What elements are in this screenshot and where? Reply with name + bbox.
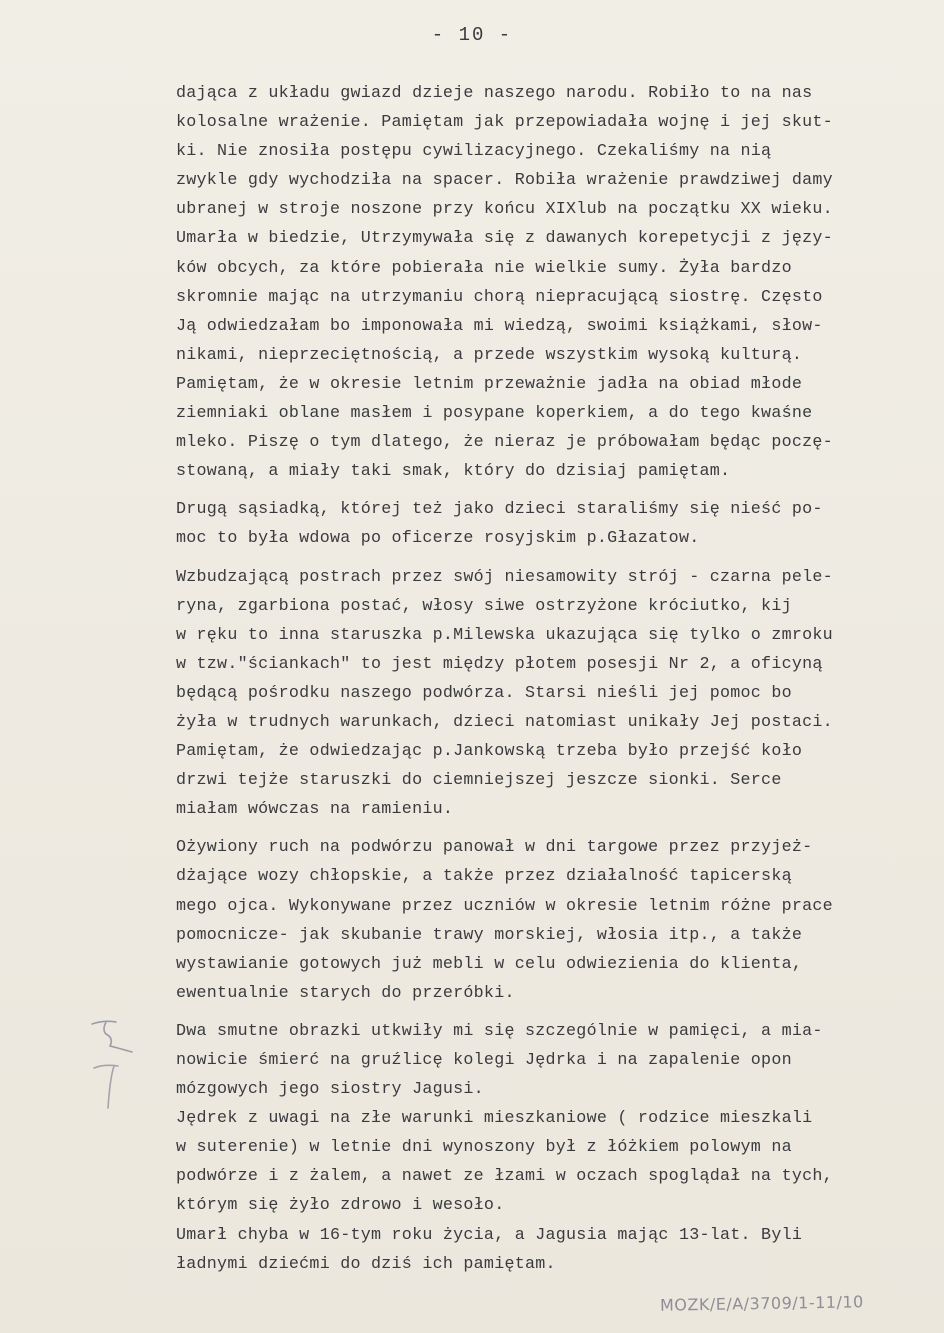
paragraph <box>176 1104 916 1220</box>
text-line: którym się żyło zdrowo i wesoło. <box>176 1196 505 1216</box>
text-line: nowicie śmierć na gruźlicę kolegi Jędrka i na zapalenie opon <box>176 1051 792 1070</box>
paragraph <box>176 495 916 553</box>
text-line: skromnie mając na utrzymaniu chorą niepracującą siostrę. Często <box>176 287 823 307</box>
paragraph <box>176 1017 916 1104</box>
text-line: drzwi tejże staruszki do ciemniejszej jeszcze sionki. Serce <box>176 771 782 791</box>
text-line: w tzw."ściankach" to jest między płotem posesji Nr 2, a oficyną <box>176 654 823 674</box>
text-line: podwórze i z żalem, a nawet ze łzami w oczach spoglądał na tych, <box>176 1167 833 1187</box>
text-line: Umarł chyba w 16-tym roku życia, a Jagusia mając 13-lat. Byli <box>176 1225 803 1245</box>
text-line: ziemniaki oblane masłem i posypane koperkiem, a do tego kwaśne <box>176 404 813 424</box>
text-line: ubranej w stroje noszone przy końcu XIXlub na początku XX wieku. <box>176 200 833 220</box>
text-line: kolosalne wrażenie. Pamiętam jak przepowiadała wojnę i jej skut- <box>176 113 833 133</box>
text-line: mleko. Piszę o tym dlatego, że nieraz je próbowałam będąc poczę- <box>176 433 833 453</box>
handwritten-margin-mark <box>84 1016 154 1116</box>
text-line: ki. Nie znosiła postępu cywilizacyjnego. Czekaliśmy na nią <box>176 142 772 162</box>
text-line: żyła w trudnych warunkach, dzieci natomiast unikały Jej postaci. <box>176 712 833 732</box>
text-line: dająca z układu gwiazd dzieje naszego narodu. Robiło to na nas <box>176 84 813 103</box>
text-line: Drugą sąsiadką, której też jako dzieci staraliśmy się nieść po- <box>176 500 823 520</box>
page-number: - 10 - <box>431 24 513 46</box>
paragraph <box>176 79 916 486</box>
text-line: pomocnicze- jak skubanie trawy morskiej, włosia itp., a także <box>176 925 803 945</box>
text-line: Ją odwiedzałam bo imponowała mi wiedzą, swoimi książkami, słow- <box>176 316 823 336</box>
text-line: Umarła w biedzie, Utrzymywała się z dawanych korepetycji z języ- <box>176 229 833 249</box>
text-line: ewentualnie starych do przeróbki. <box>176 983 515 1003</box>
text-line: ładnymi dziećmi do dziś ich pamiętam. <box>176 1254 556 1274</box>
text-line: mego ojca. Wykonywane przez uczniów w okresie letnim różne prace <box>176 896 833 916</box>
body-text <box>176 79 916 1288</box>
paragraph <box>176 833 916 1008</box>
text-line: zwykle gdy wychodziła na spacer. Robiła wrażenie prawdziwej damy <box>176 171 833 191</box>
text-line: Pamiętam, że odwiedzając p.Jankowską trzeba było przejść koło <box>176 742 803 762</box>
text-line: miałam wówczas na ramieniu. <box>176 800 454 820</box>
text-line: Dwa smutne obrazki utkwiły mi się szczególnie w pamięci, a mia- <box>176 1021 823 1041</box>
text-line: będącą pośrodku naszego podwórza. Starsi nieśli jej pomoc bo <box>176 683 792 703</box>
text-line: stowaną, a miały taki smak, który do dzisiaj pamiętam. <box>176 462 731 482</box>
text-line: moc to była wdowa po oficerze rosyjskim p.Głazatow. <box>176 529 700 549</box>
text-line: Ożywiony ruch na podwórzu panował w dni targowe przez przyjeż- <box>176 838 813 858</box>
paragraph <box>176 1221 916 1279</box>
text-line: Jędrek z uwagi na złe warunki mieszkaniowe ( rodzice mieszkali <box>176 1109 813 1129</box>
text-line: ków obcych, za które pobierała nie wielkie sumy. Żyła bardzo <box>176 258 792 278</box>
text-line: ryna, zgarbiona postać, włosy siwe ostrzyżone króciutko, kij <box>176 596 792 616</box>
paragraph <box>176 563 916 825</box>
text-line: Wzbudzającą postrach przez swój niesamowity strój - czarna pele- <box>176 567 833 587</box>
text-line: w ręku to inna staruszka p.Milewska ukazująca się tylko o zmroku <box>176 625 833 645</box>
text-line: mózgowych jego siostry Jagusi. <box>176 1080 484 1100</box>
text-line: w suterenie) w letnie dni wynoszony był z łóżkiem polowym na <box>176 1138 792 1158</box>
text-line: nikami, nieprzeciętnością, a przede wszystkim wysoką kulturą. <box>176 345 803 365</box>
text-line: Pamiętam, że w okresie letnim przeważnie jadła na obiad młode <box>176 374 803 394</box>
archive-signature: MOZK/E/A/3709/1-11/10 <box>659 1292 864 1315</box>
text-line: wystawianie gotowych już mebli w celu odwiezienia do klienta, <box>176 954 803 974</box>
text-line: dżające wozy chłopskie, a także przez działalność tapicerską <box>176 867 792 887</box>
